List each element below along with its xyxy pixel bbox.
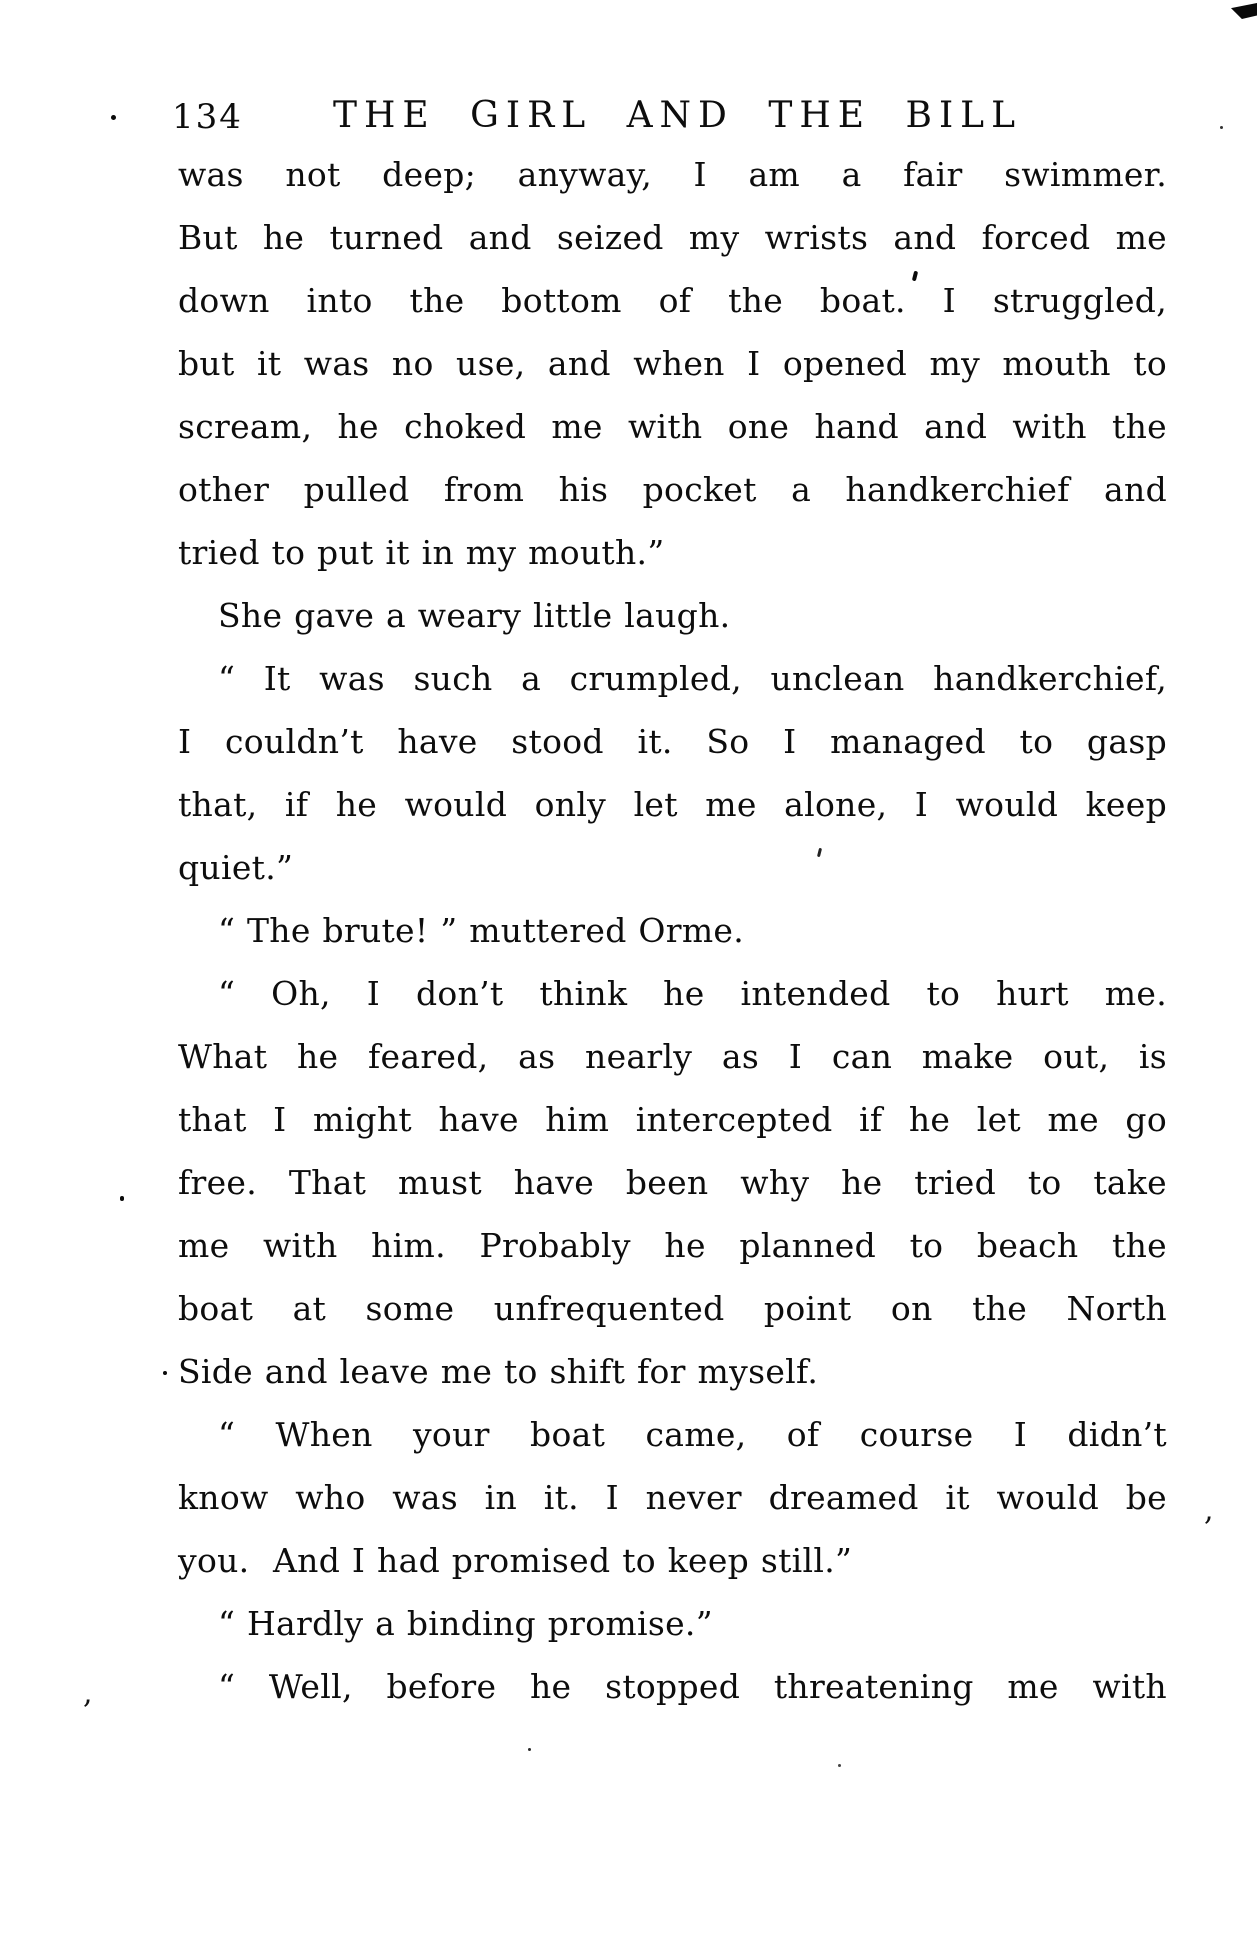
text-line: you. And I had promised to keep still.” [178, 1541, 853, 1580]
running-title: THE GIRL AND THE BILL [333, 95, 1022, 136]
text-line: “ Well, before he stopped threatening me with [218, 1667, 1167, 1706]
text-line: I couldn’t have stood it. So I managed to gasp [178, 722, 1167, 761]
page-header [172, 94, 1167, 140]
text-line: scream, he choked me with one hand and with the [178, 407, 1167, 446]
text-line: But he turned and seized my wrists and forced me [178, 218, 1167, 257]
scan-artifact-dot [528, 1748, 531, 1751]
page-number: 134 [172, 97, 243, 137]
text-line: quiet.” [178, 848, 294, 887]
text-line: tried to put it in my mouth.” [178, 533, 665, 572]
text-line: “ When your boat came, of course I didn’t [218, 1415, 1167, 1454]
scan-artifact-comma: , [83, 1676, 93, 1711]
scan-artifact-dot [120, 1196, 124, 1201]
scan-artifact-dot [111, 115, 116, 120]
page-body [178, 143, 1167, 1718]
scan-artifact-dot [1220, 126, 1223, 129]
scan-artifact-comma: , [1204, 1493, 1214, 1528]
text-line: but it was no use, and when I opened my mouth to [178, 344, 1167, 383]
text-line: Side and leave me to shift for myself. [178, 1352, 819, 1391]
text-line: “ It was such a crumpled, unclean handkerchief, [218, 659, 1167, 698]
text-line: that I might have him intercepted if he let me go [178, 1100, 1167, 1139]
text-line: that, if he would only let me alone, I would keep [178, 785, 1167, 824]
text-line: other pulled from his pocket a handkerchief and [178, 470, 1167, 509]
text-line: was not deep; anyway, I am a fair swimmer. [178, 155, 1167, 194]
scan-artifact-dot [838, 1764, 841, 1767]
text-line: free. That must have been why he tried to take [178, 1163, 1167, 1202]
scan-artifact-corner-wedge [1231, 3, 1257, 19]
text-line: me with him. Probably he planned to beach the [178, 1226, 1167, 1265]
text-line: “ Oh, I don’t think he intended to hurt me. [218, 974, 1167, 1013]
text-line: “ The brute! ” muttered Orme. [218, 911, 745, 950]
text-line: boat at some unfrequented point on the North [178, 1289, 1167, 1328]
text-line: She gave a weary little laugh. [218, 596, 731, 635]
text-line: “ Hardly a binding promise.” [218, 1604, 713, 1643]
scan-artifact-dot [163, 1371, 167, 1375]
text-line: know who was in it. I never dreamed it would be [178, 1478, 1167, 1517]
text-line: What he feared, as nearly as I can make out, is [178, 1037, 1167, 1076]
text-line: down into the bottom of the boat. I struggled, [178, 281, 1167, 320]
